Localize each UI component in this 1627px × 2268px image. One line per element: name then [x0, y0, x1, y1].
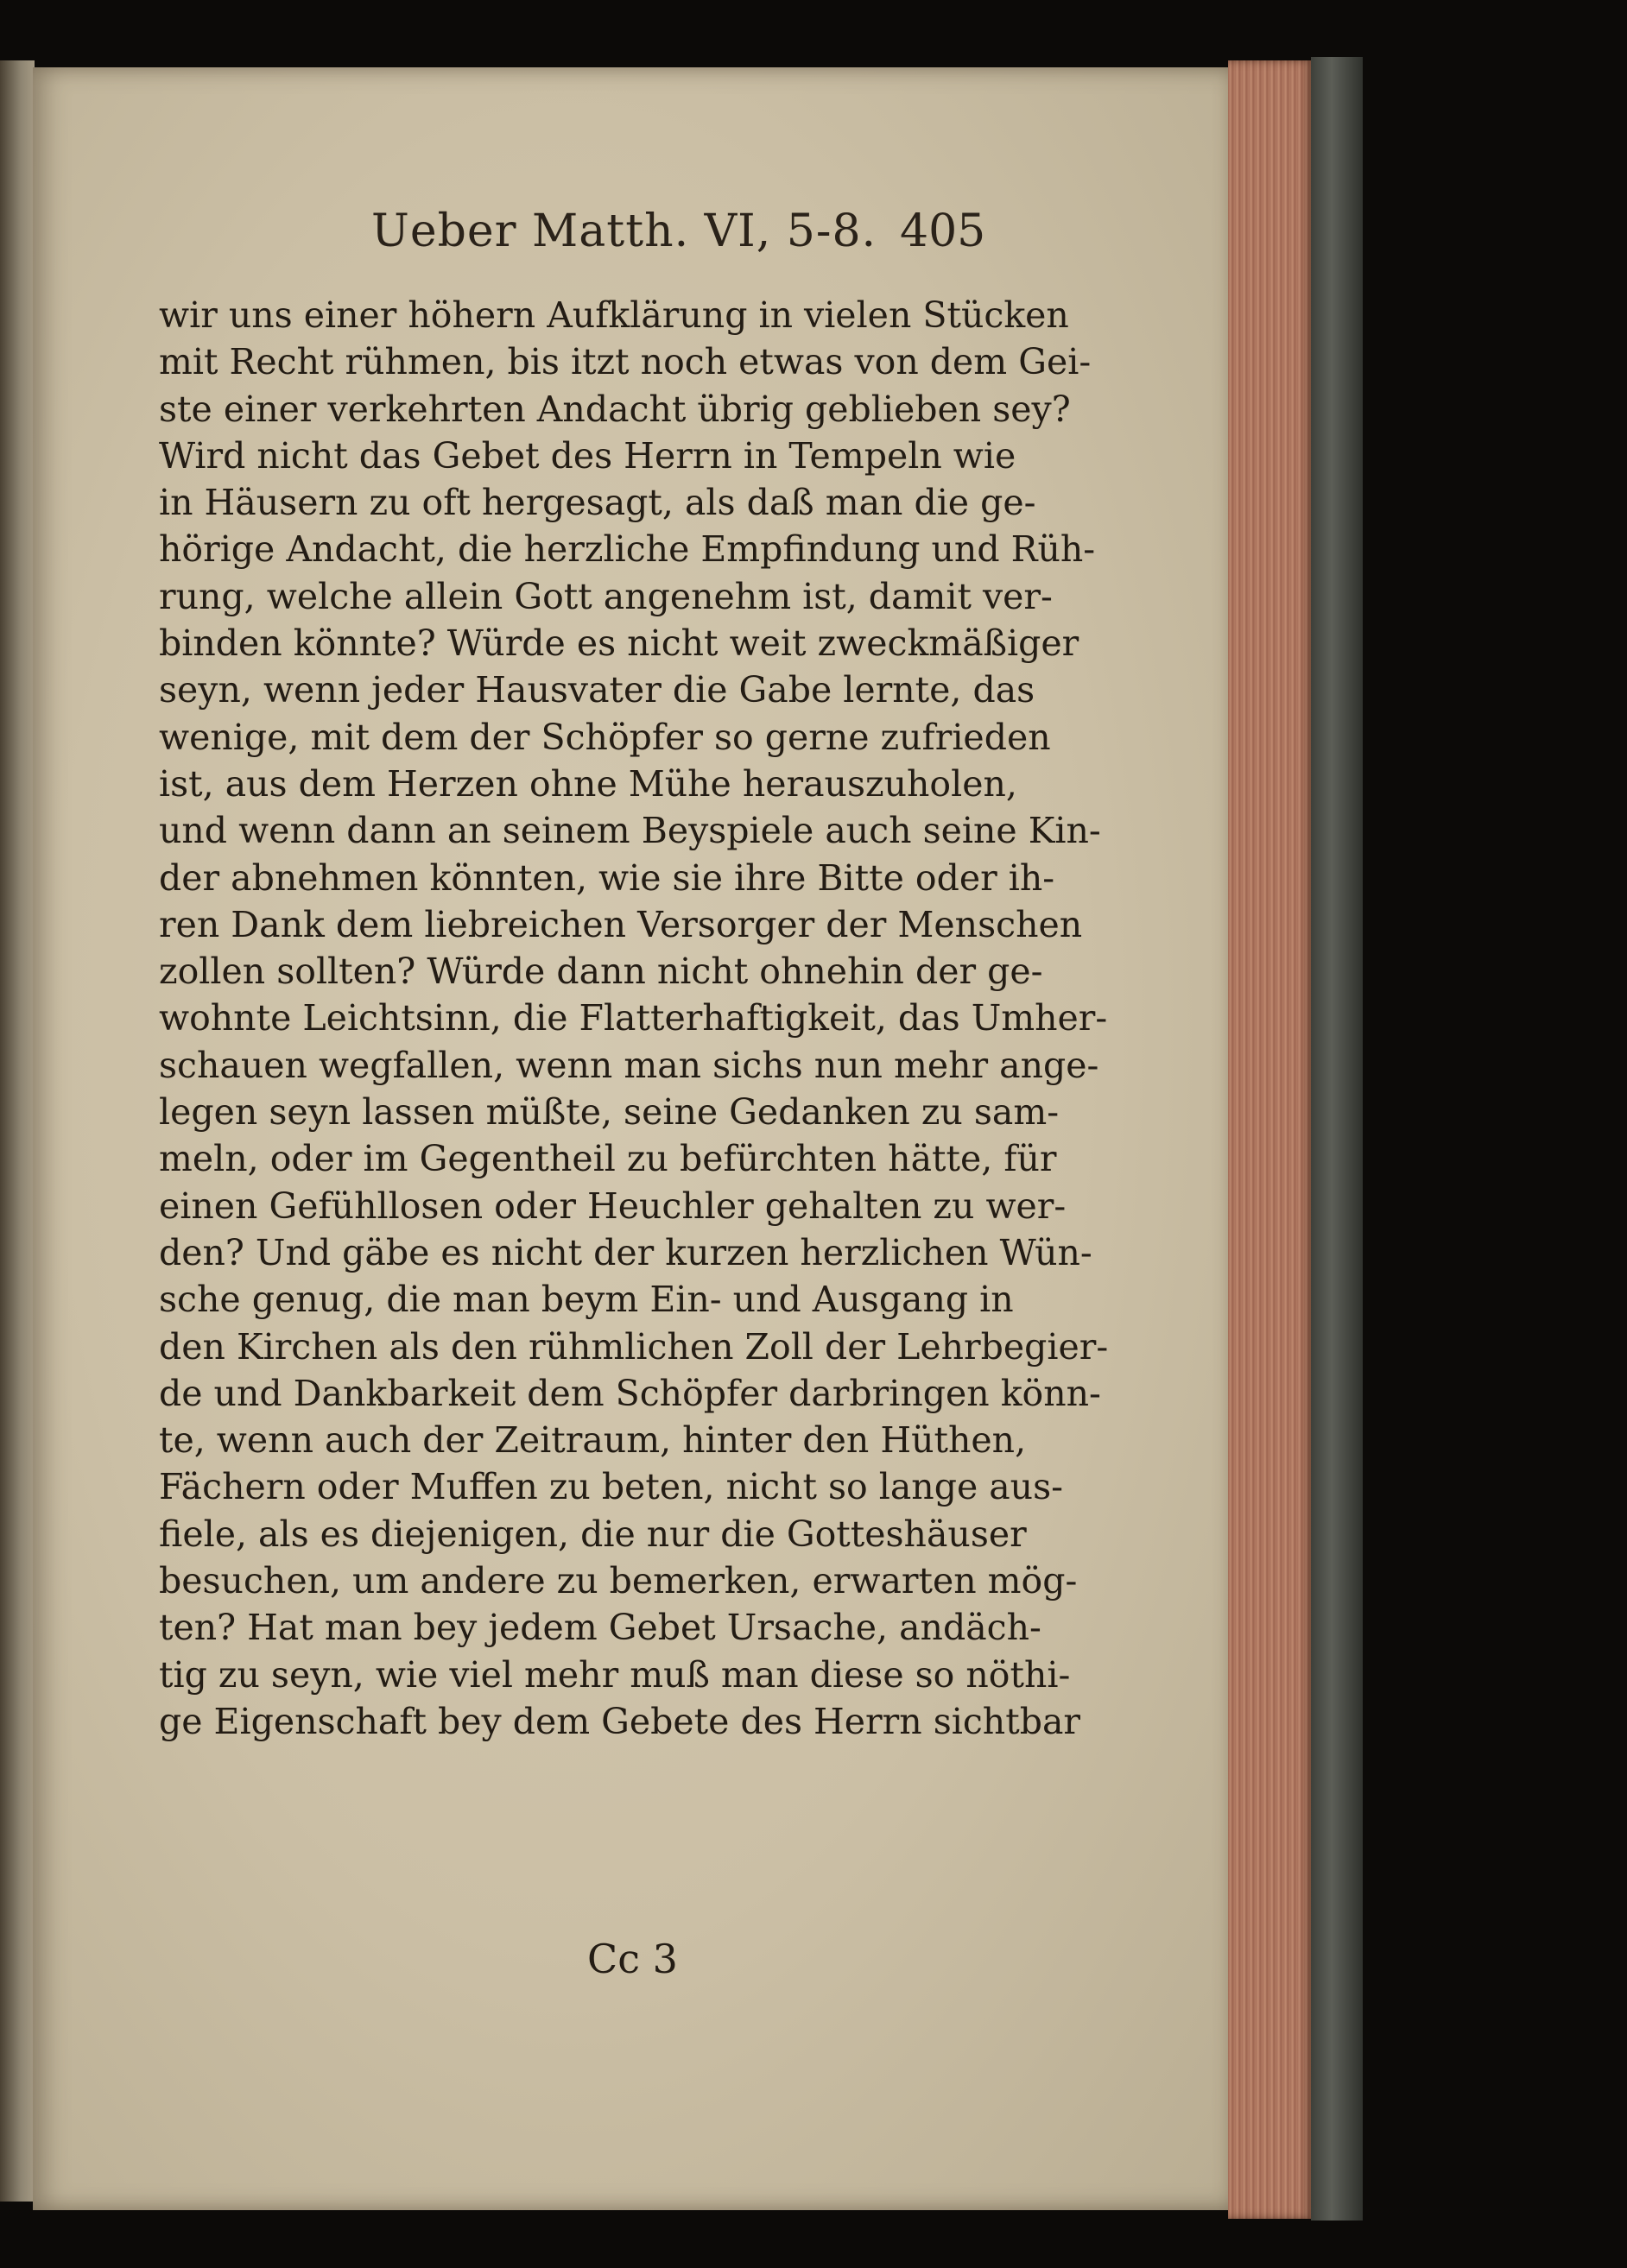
text-line: schauen wegfallen, wenn man sichs nun mehr ange- — [159, 1044, 1099, 1086]
text-line: besuchen, um andere zu bemerken, erwarten mög- — [159, 1560, 1078, 1602]
text-line: Fächern oder Muffen zu beten, nicht so lange aus- — [159, 1466, 1063, 1508]
text-line: de und Dankbarkeit dem Schöpfer darbringen könn- — [159, 1372, 1101, 1414]
text-line: te, wenn auch der Zeitraum, hinter den Hüthen, — [159, 1419, 1027, 1462]
text-line: ist, aus dem Herzen ohne Mühe herauszuholen, — [159, 762, 1017, 805]
text-line: sche genug, die man beym Ein- und Ausgang in — [159, 1279, 1014, 1321]
text-line: rung, welche allein Gott angenehm ist, damit ver- — [159, 575, 1053, 617]
text-line: seyn, wenn jeder Hausvater die Gabe lernte, das — [159, 669, 1035, 711]
text-line: wir uns einer höhern Aufklärung in vielen Stücken — [159, 294, 1069, 336]
book-cover-edge — [1311, 57, 1363, 2221]
text-line: fiele, als es diejenigen, die nur die Gotteshäuser — [159, 1513, 1027, 1555]
text-line: ste einer verkehrten Andacht übrig geblieben sey? — [159, 388, 1071, 430]
page-edges — [1228, 60, 1313, 2219]
text-line: den? Und gäbe es nicht der kurzen herzlichen Wün- — [159, 1231, 1092, 1273]
text-line: hörige Andacht, die herzliche Empfindung und Rüh- — [159, 528, 1096, 571]
text-line: zollen sollten? Würde dann nicht ohnehin der ge- — [159, 951, 1043, 993]
text-line: tig zu seyn, wie viel mehr muß man diese so nöthi- — [159, 1653, 1071, 1696]
text-line: ten? Hat man bey jedem Gebet Ursache, andäch- — [159, 1607, 1041, 1649]
text-line: binden könnte? Würde es nicht weit zweckmäßiger — [159, 622, 1079, 665]
text-line: ge Eigenschaft bey dem Gebete des Herrn sichtbar — [159, 1700, 1080, 1742]
text-line: in Häusern zu oft hergesagt, als daß man die ge- — [159, 482, 1036, 524]
running-head — [0, 205, 1627, 275]
body-text — [159, 292, 1109, 1745]
text-line: Wird nicht das Gebet des Herrn in Tempeln wie — [159, 434, 1016, 477]
text-line: wohnte Leichtsinn, die Flatterhaftigkeit, das Umher- — [159, 997, 1108, 1039]
page-number: 405 — [900, 205, 986, 257]
signature-mark: Cc 3 — [587, 1936, 678, 1982]
facing-page-edge — [0, 60, 35, 2202]
text-line: meln, oder im Gegentheil zu befürchten hätte, für — [159, 1138, 1057, 1180]
text-line: wenige, mit dem der Schöpfer so gerne zufrieden — [159, 716, 1051, 758]
running-head-title: Ueber Matth. VI, 5-8. — [371, 205, 877, 257]
text-line: und wenn dann an seinem Beyspiele auch seine Kin- — [159, 810, 1101, 852]
text-line: ren Dank dem liebreichen Versorger der Menschen — [159, 903, 1083, 945]
text-line: den Kirchen als den rühmlichen Zoll der Lehrbegier- — [159, 1325, 1109, 1368]
text-line: einen Gefühllosen oder Heuchler gehalten zu wer- — [159, 1185, 1067, 1227]
text-line: der abnehmen könnten, wie sie ihre Bitte oder ih- — [159, 856, 1055, 899]
text-line: mit Recht rühmen, bis itzt noch etwas von dem Gei- — [159, 341, 1092, 383]
text-line: legen seyn lassen müßte, seine Gedanken zu sam- — [159, 1091, 1060, 1134]
